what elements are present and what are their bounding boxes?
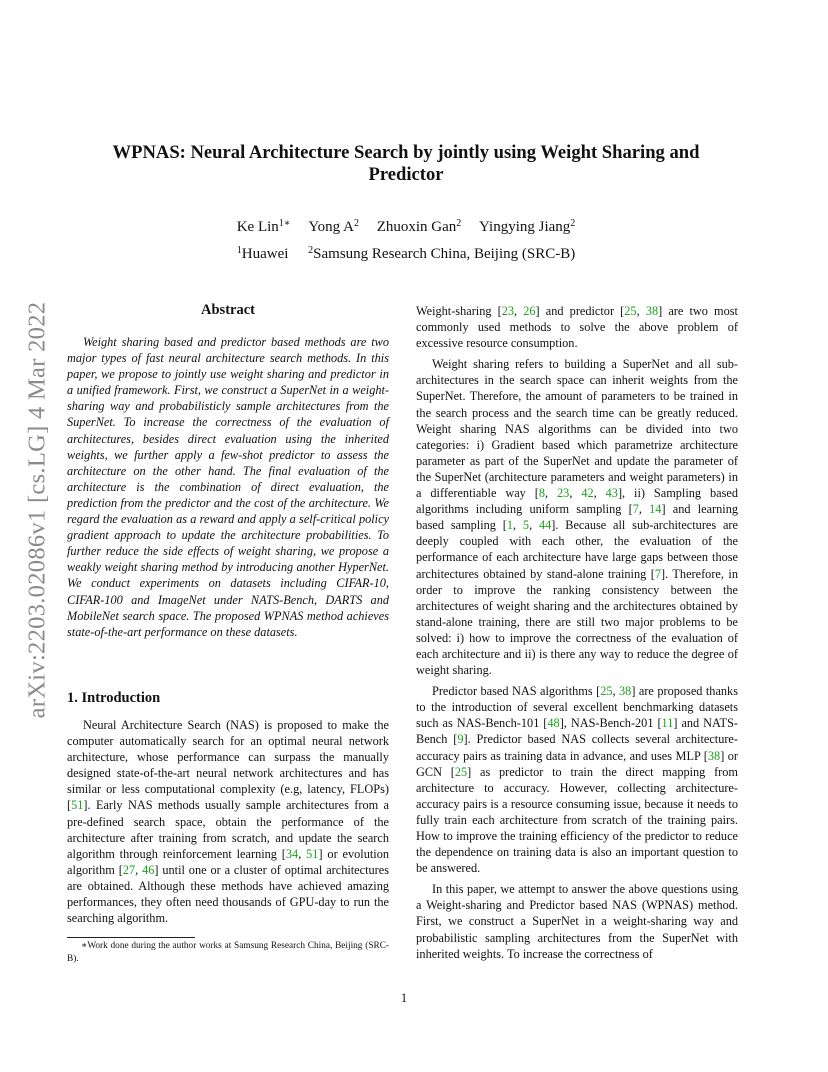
citation-link[interactable]: 34 (285, 846, 299, 861)
title-line-2: Predictor (368, 164, 444, 185)
author-list (70, 218, 742, 236)
footnote: ∗Work done during the author works at Samsung Research China, Beijing (SRC-B). (67, 941, 389, 964)
citation-link[interactable]: 7 (654, 566, 661, 581)
citation-link[interactable]: 23 (557, 486, 570, 501)
citation-link[interactable]: 25 (624, 304, 637, 318)
citation-link[interactable]: 27 (122, 862, 136, 877)
citation-link[interactable]: 23 (501, 304, 515, 318)
affiliation: $^2$Samsung Research China, Beijing (SRC-B) (308, 245, 576, 262)
abstract-body (67, 334, 389, 640)
page-number: 1 (400, 991, 408, 1005)
citation-link[interactable]: 9 (457, 732, 464, 747)
citation-link[interactable]: 25 (454, 764, 468, 779)
introduction-body (67, 717, 389, 926)
citation-link[interactable]: 38 (707, 748, 721, 763)
citation-link[interactable]: 7 (632, 502, 639, 517)
affiliation-list (70, 245, 742, 263)
citation-link[interactable]: 38 (645, 304, 659, 318)
citation-link[interactable]: 51 (306, 846, 319, 861)
citation-link[interactable]: 43 (605, 486, 618, 501)
author: Yingying Jiang$^2$ (479, 218, 576, 235)
author: Yong $A^2$ (308, 218, 359, 235)
citation-link[interactable]: 14 (649, 502, 662, 517)
citation-link[interactable]: 1 (506, 518, 513, 533)
affiliation: $^1$Huawei (236, 245, 289, 262)
paper-title (70, 142, 742, 186)
citation-link[interactable]: 44 (538, 518, 552, 533)
citation-link[interactable]: 48 (547, 716, 560, 731)
body-paragraph: Weight sharing refers to building a SuperNet and all sub-architectures in the search space can inherit weights from the SuperNet. Therefore, the amount of parameters to be trained in the search process and the search time can be greatly reduced. Weight sharing NAS algorithms can be divided into two categories: i) Gradient based which parametrize architecture parameter as part of the SuperNet and update the parameter of the SuperNet (architecture parameters and weight parameters) in a differentiable way [8, 23, 42, 43], ii) Sampling based algorithms including uniform sampling [7, 14] and learning based sampling [1, 5, 44]. Because all sub-architectures are deeply coupled with each other, the evaluation of the performance of each architecture have large gaps between those architectures obtained by stand-alone training [7]. Therefore, in order to improve the ranking consistency between the architectures of weight sharing and the architectures obtained by stand-alone training, there are still two major problems to be solved: i) how to improve the correctness of the evaluation of each architecture and ii) is there any way to reduce the degree of weight sharing. (416, 357, 738, 678)
citation-link[interactable]: 25 (600, 684, 613, 699)
citation-link[interactable]: 11 (661, 716, 674, 731)
citation-link[interactable]: 26 (523, 304, 536, 318)
citation-link[interactable]: 38 (619, 684, 632, 699)
citation-link[interactable]: 46 (142, 862, 155, 877)
body-paragraph: Weight-sharing [23, 26] and predictor [25, 38] are two most commonly used methods to solve the above problem of excessive resource consumption. (416, 304, 738, 351)
introduction-heading: 1. Introduction (67, 690, 161, 706)
arxiv-identifier: arXiv:2203.02086v1 [cs.LG] 4 Mar 2022 (23, 301, 50, 719)
author: Zhuoxin Gan$^2$ (376, 218, 462, 235)
author: Ke Lin$^{1∗}$ (236, 218, 291, 235)
citation-link[interactable]: 51 (71, 798, 84, 813)
citation-link[interactable]: 5 (522, 518, 530, 533)
citation-link[interactable]: 42 (581, 486, 594, 501)
right-column (416, 303, 738, 967)
abstract-paragraph: Weight sharing based and predictor based methods are two major types of fast neural architecture search methods. In this paper, we propose to jointly use weight sharing and predictor in a unified framework. First, we construct a SuperNet in a weight-sharing way and probabilisticly sample architectures from the SuperNet. To increase the correctness of the evaluation of architectures, besides direct evaluation using the inherited weights, we further apply a few-shot predictor to assess the architecture on the other hand. The final evaluation of the architecture is the combination of direct evaluation, the prediction from the predictor and the cost of the architecture. We regard the evaluation as a reward and apply a self-critical policy gradient approach to update the architecture probabilities. To further reduce the side effects of weight sharing, we propose a weakly weight sharing method by introducing another HyperNet. We conduct experiments on datasets including CIFAR-10, CIFAR-100 and ImageNet under NATS-Bench, DARTS and MobileNet search space. The proposed WPNAS method achieves state-of-the-art performance on these datasets. (67, 335, 389, 639)
title-line-1: WPNAS: Neural Architecture Search by jointly using Weight Sharing and (112, 142, 700, 163)
body-paragraph: In this paper, we attempt to answer the above questions using a Weight-sharing and Predictor based NAS (WPNAS) method. First, we construct a SuperNet in a weight-sharing way and probabilistic sampling architectures from the SuperNet with inherited weights. To increase the correctness of (416, 882, 738, 961)
abstract-heading: Abstract (201, 302, 255, 318)
body-paragraph: Predictor based NAS algorithms [25, 38] are proposed thanks to the introduction of several excellent benchmarking datasets such as NAS-Bench-101 [48], NAS-Bench-201 [11] and NATS-Bench [9]. Predictor based NAS collects several architecture-accuracy pairs as training data in advance, and uses MLP [38] or GCN [25] as predictor to train the direct mapping from architecture to accuracy. However, collecting architecture-accuracy pairs is a resource consuming issue, because it needs to fully train each architecture from scratch of the training pairs. How to improve the training efficiency of the predictor to reduce the dependence on training data is also an important question to be answered. (416, 684, 738, 876)
citation-link[interactable]: 8 (538, 486, 546, 501)
footnote-rule (67, 937, 195, 938)
intro-paragraph: Neural Architecture Search (NAS) is proposed to make the computer automatically search for an optimal neural network architecture, whose performance can surpass the manually designed state-of-the-art neural network architectures and has similar or less computational complexity (e.g, latency, FLOPs) [51]. Early NAS methods usually sample architectures from a pre-defined search space, obtain the performance of the architecture after training from scratch, and update the search algorithm through reinforcement learning [34, 51] or evolution algorithm [27, 46] until one or a cluster of optimal architectures are obtained. Although these methods have achieved amazing performances, they often need thousands of GPU-day to run the searching algorithm. (67, 718, 390, 926)
